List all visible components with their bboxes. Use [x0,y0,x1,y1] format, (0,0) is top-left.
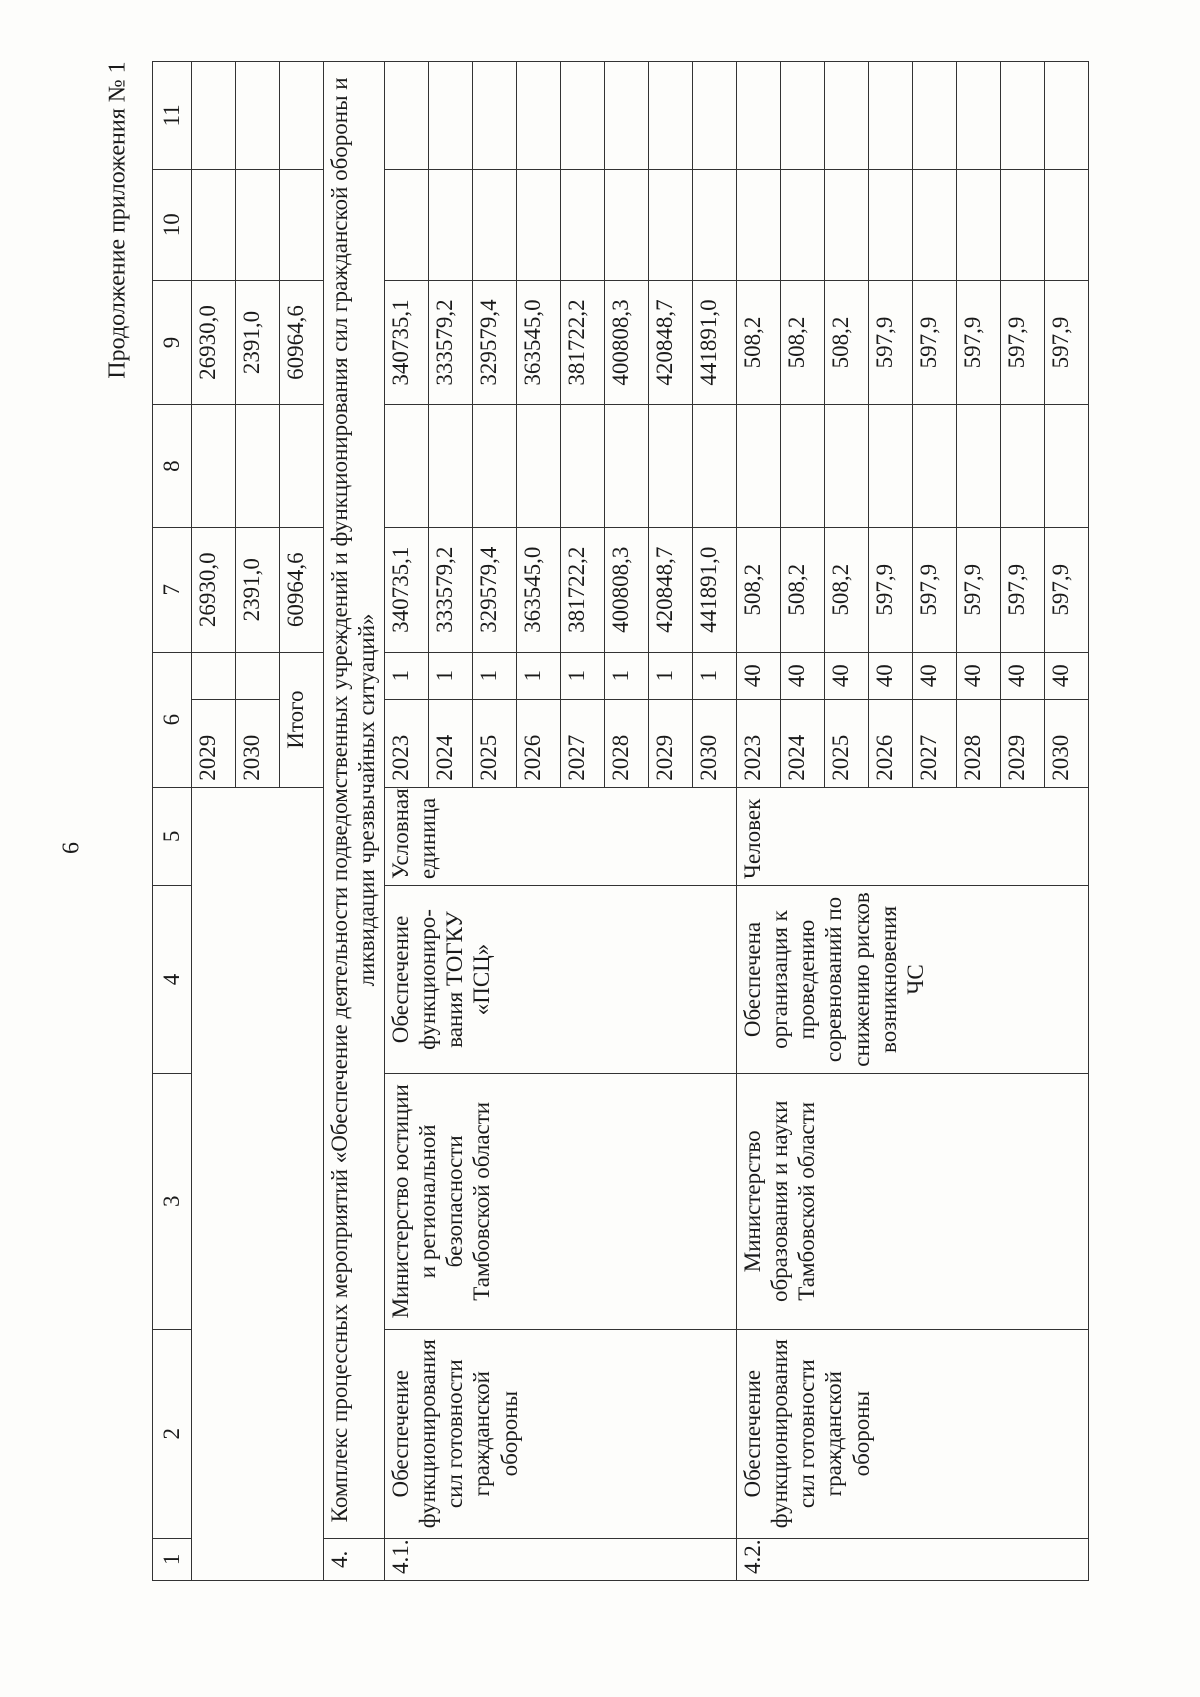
amount-cell [561,405,605,528]
amount-cell: 597,9 [957,280,1001,405]
year-cell: 2025 [473,700,517,788]
amount-cell: 2391,0 [236,527,280,652]
item-unit: Человек [737,787,1089,885]
header-cell: 10 [153,169,192,280]
empty-cell [561,62,605,170]
value-cell: 40 [737,652,781,700]
year-cell: 2027 [913,700,957,788]
header-cell: 3 [153,1073,192,1329]
empty-cell [605,62,649,170]
year-cell: 2027 [561,700,605,788]
value-cell: 40 [957,652,1001,700]
amount-cell: 329579,4 [473,527,517,652]
amount-cell: 329579,4 [473,280,517,405]
value-cell: 1 [517,652,561,700]
value-cell: 40 [825,652,869,700]
amount-cell: 508,2 [781,280,825,405]
amount-cell: 26930,0 [192,280,236,405]
empty-cell [825,169,869,280]
empty-cell [957,169,1001,280]
table-row [192,62,236,1581]
amount-cell: 60964,6 [280,527,324,652]
amount-cell: 420848,7 [649,527,693,652]
amount-cell [737,405,781,528]
amount-cell [280,405,324,528]
amount-cell: 597,9 [869,280,913,405]
year-cell: 2030 [236,700,280,788]
amount-cell: 363545,0 [517,527,561,652]
amount-cell: 508,2 [737,527,781,652]
amount-cell: 508,2 [825,527,869,652]
header-cell: 11 [153,62,192,170]
year-cell: 2029 [1001,700,1045,788]
amount-cell: 597,9 [1045,527,1089,652]
amount-cell: 340735,1 [385,280,429,405]
amount-cell [1001,405,1045,528]
amount-cell [693,405,737,528]
amount-cell: 508,2 [825,280,869,405]
appendix-title: Продолжение приложения № 1 [104,61,131,379]
empty-cell [385,62,429,170]
table-row [385,62,429,1581]
header-cell: 9 [153,280,192,405]
value-cell: 40 [1045,652,1089,700]
empty-cell [517,169,561,280]
item-name: Обеспечение функционирования сил готовности гражданской обороны [385,1329,737,1538]
empty-cell [429,169,473,280]
empty-cell [429,62,473,170]
amount-cell: 597,9 [869,527,913,652]
table-row [737,62,781,1581]
year-cell: 2023 [737,700,781,788]
value-cell: 40 [869,652,913,700]
year-cell: 2028 [957,700,1001,788]
value-cell: 40 [1001,652,1045,700]
amount-cell [781,405,825,528]
item-number: 4.1. [385,1538,737,1580]
empty-cell [869,169,913,280]
amount-cell [825,405,869,528]
empty-cell [385,169,429,280]
year-cell: 2026 [517,700,561,788]
value-cell: 40 [781,652,825,700]
amount-cell: 400808,3 [605,280,649,405]
section-number: 4. [324,1538,385,1580]
total-label: Итого [280,652,324,787]
amount-cell: 381722,2 [561,280,605,405]
header-cell: 6 [153,652,192,787]
year-cell: 2028 [605,700,649,788]
value-cell: 1 [429,652,473,700]
amount-cell: 26930,0 [192,527,236,652]
amount-cell [913,405,957,528]
header-cell: 4 [153,885,192,1073]
empty-cell [280,169,324,280]
empty-cell [913,169,957,280]
year-cell: 2030 [693,700,737,788]
amount-cell [236,405,280,528]
year-cell: 2023 [385,700,429,788]
empty-cell [649,62,693,170]
amount-cell: 333579,2 [429,527,473,652]
empty-cell [781,62,825,170]
item-unit: Условная единица [385,787,737,885]
amount-cell: 60964,6 [280,280,324,405]
empty-cell [473,62,517,170]
value-cell: 1 [693,652,737,700]
section-title: Комплекс процессных мероприятий «Обеспечение деятельности подведомственных учреждений и функционирования сил гражданской обороны и ликвидации чрезвычайных ситуаций» [324,62,385,1539]
page-number: 6 [58,842,85,854]
value-cell: 1 [385,652,429,700]
section-row [324,62,385,1581]
empty-cell [1045,169,1089,280]
year-cell: 2025 [825,700,869,788]
empty-cell [236,62,280,170]
data-table [152,61,1089,1581]
empty-cell [913,62,957,170]
empty-cell [825,62,869,170]
header-cell: 7 [153,527,192,652]
empty-cell [192,169,236,280]
empty-cell [869,62,913,170]
amount-cell: 420848,7 [649,280,693,405]
empty-cell [192,787,324,1580]
value-cell [192,652,236,700]
amount-cell [869,405,913,528]
amount-cell: 340735,1 [385,527,429,652]
empty-cell [1001,169,1045,280]
header-cell: 5 [153,787,192,885]
amount-cell [1045,405,1089,528]
amount-cell [429,405,473,528]
year-cell: 2030 [1045,700,1089,788]
amount-cell: 508,2 [781,527,825,652]
empty-cell [561,169,605,280]
empty-cell [517,62,561,170]
amount-cell: 508,2 [737,280,781,405]
amount-cell [605,405,649,528]
value-cell: 1 [605,652,649,700]
empty-cell [693,169,737,280]
value-cell [236,652,280,700]
value-cell: 40 [913,652,957,700]
empty-cell [236,169,280,280]
amount-cell: 363545,0 [517,280,561,405]
amount-cell: 441891,0 [693,280,737,405]
item-name: Обеспечение функционирования сил готовности гражданской обороны [737,1329,1089,1538]
item-responsible: Министерство образования и науки Тамбовской области [737,1073,1089,1329]
rotated-table-area [152,61,1082,1581]
empty-cell [1045,62,1089,170]
year-cell: 2029 [192,700,236,788]
empty-cell [649,169,693,280]
empty-cell [957,62,1001,170]
amount-cell: 333579,2 [429,280,473,405]
year-cell: 2029 [649,700,693,788]
amount-cell [385,405,429,528]
amount-cell: 441891,0 [693,527,737,652]
empty-cell [737,62,781,170]
amount-cell [649,405,693,528]
amount-cell [192,405,236,528]
amount-cell: 597,9 [957,527,1001,652]
item-number: 4.2. [737,1538,1089,1580]
amount-cell [517,405,561,528]
item-result: Обеспечение функциониро-вания ТОГКУ «ПСЦ» [385,885,737,1073]
amount-cell: 400808,3 [605,527,649,652]
amount-cell [473,405,517,528]
empty-cell [693,62,737,170]
amount-cell: 597,9 [913,527,957,652]
empty-cell [192,62,236,170]
amount-cell: 597,9 [1001,527,1045,652]
empty-cell [605,169,649,280]
amount-cell [957,405,1001,528]
amount-cell: 381722,2 [561,527,605,652]
value-cell: 1 [473,652,517,700]
empty-cell [473,169,517,280]
item-responsible: Министерство юстиции и региональной безопасности Тамбовской области [385,1073,737,1329]
amount-cell: 597,9 [1001,280,1045,405]
empty-cell [737,169,781,280]
amount-cell: 597,9 [913,280,957,405]
year-cell: 2026 [869,700,913,788]
header-cell: 2 [153,1329,192,1538]
amount-cell: 2391,0 [236,280,280,405]
item-result: Обеспечена организация к проведению соревнований по снижению рисков возникновения ЧС [737,885,1089,1073]
year-cell: 2024 [781,700,825,788]
value-cell: 1 [561,652,605,700]
header-cell: 1 [153,1538,192,1580]
empty-cell [781,169,825,280]
value-cell: 1 [649,652,693,700]
amount-cell: 597,9 [1045,280,1089,405]
header-cell: 8 [153,405,192,528]
year-cell: 2024 [429,700,473,788]
header-row [153,62,192,1581]
empty-cell [1001,62,1045,170]
empty-cell [280,62,324,170]
